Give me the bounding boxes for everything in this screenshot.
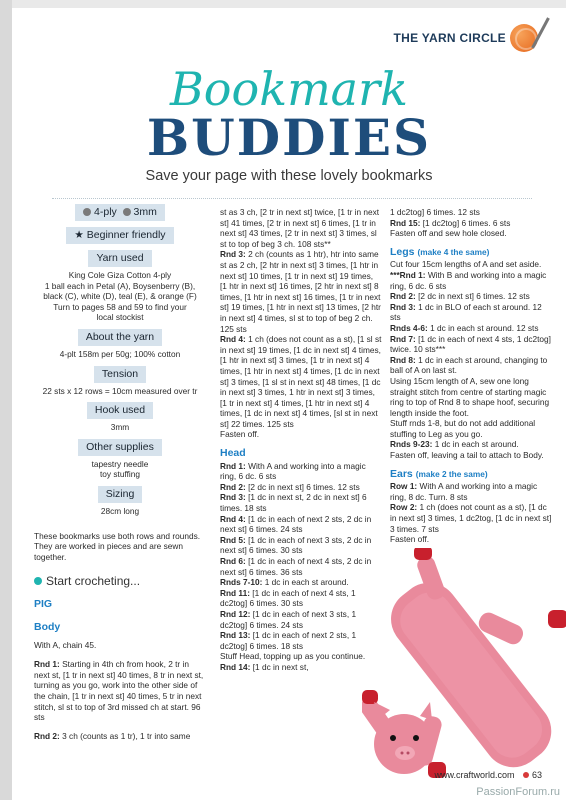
sizing-block: [34, 486, 206, 517]
other-supplies-heading: Other supplies: [78, 439, 162, 456]
instruction-line: st as 3 ch, [2 tr in next st] twice, [1 tr in next st] 41 times, [2 tr in next st] 6 times, [1 tr in next st] 43 times, [2 tr in next st] 3 times, sl st to top of beg 3 ch. 108 sts**: [220, 207, 380, 249]
ears-heading: Ears (make 2 the same): [390, 467, 488, 480]
other-supplies-text: tapestry needle toy stuffing: [91, 458, 149, 480]
instruction-line: Stuff rnds 1-8, but do not add additional stuffing to Leg as you go.: [390, 418, 536, 439]
yarn-ball-icon: [510, 24, 538, 52]
brand-name: THE YARN CIRCLE: [393, 31, 506, 45]
instruction-line: Rnd 1: Starting in 4th ch from hook, 2 tr in next st, [1 tr in next st] 40 times, 8 tr in next st, turning as you go, work into the other side of the chain, [1 tr in next st] 40 times, 5 tr in next stitch, sl st to top of 3rd missed ch at start. 96 sts: [34, 659, 204, 723]
about-yarn-heading: About the yarn: [78, 329, 162, 346]
instruction-line: Fasten off.: [390, 534, 430, 545]
instruction-line: Rnd 1: With A and working into a magic ring, 6 dc. 6 sts: [220, 460, 366, 482]
instruction-line: Rnd 4: 1 ch (does not count as a st), [1 sl st in next st] 19 times, [1 dc in next st] 4 times, [1 htr in next st] 3 times, [1 tr in next st] 4 times, [1 htr in next st] 4 times, [1 dc in next st] 3 times, [1 sl st in next st] 48 times, [1 dc in next st] 3 times, 1 htr in next st] 3 times, [1 tr in next st] 4 times, [1 htr in next st] 4 times, [1 dc in next st] 4 times, [sl st in next st] 22 times. 125 sts: [220, 334, 382, 429]
page-number: 63: [523, 770, 542, 780]
yarn-used-heading: Yarn used: [88, 250, 151, 267]
footer-url[interactable]: www.craftworld.com: [434, 770, 515, 780]
yarn-used-block: [34, 250, 206, 323]
instructions-column-3: [390, 207, 552, 545]
pig-head: [374, 714, 434, 774]
instruction-line: Rnds 9-23: 1 dc in each st around.: [390, 439, 519, 450]
hook-heading: Hook used: [87, 402, 153, 419]
instruction-line: Rnd 11: [1 dc in each of next 4 sts, 1 dc2tog] 6 times. 30 sts: [220, 587, 356, 609]
instruction-line: Row 1: With A and working into a magic ring, 8 dc. Turn. 8 sts: [390, 481, 538, 502]
instruction-line: Rnds 4-6: 1 dc in each st around. 12 sts: [390, 322, 539, 333]
start-crocheting-heading: Start crocheting...: [34, 576, 206, 587]
instruction-line: Rnd 12: [1 dc in each of next 3 sts, 1 dc2tog] 6 times. 24 sts: [220, 608, 357, 630]
instruction-line: Rnd 13: [1 dc in each of next 2 sts, 1 dc2tog] 6 times. 18 sts: [220, 630, 357, 651]
instruction-line: Rnd 8: 1 dc in each st around, changing to ball of A on last st.: [390, 354, 548, 376]
body-heading: Body: [34, 620, 61, 633]
title-caps: BUDDIES: [146, 108, 432, 167]
page-footer: [434, 770, 542, 780]
instruction-line: Rnd 14: [1 dc in next st,: [220, 661, 309, 672]
hook-block: [34, 402, 206, 433]
construction-note: These bookmarks use both rows and rounds. They are worked in pieces and are sewn together.: [34, 530, 201, 562]
instruction-line: Rnd 3: 2 ch (counts as 1 htr), htr into same st as 2 ch, [2 htr in next st] 3 times, [1 htr in next st] 10 times, [1 tr in next st] 19 times, [1 htr in next st] 16 times, [2 htr in next st] 8 times, [1 htr in next st] 16 times, [1 tr in next st] 19 times, [1 htr in next st] 13 times, [2 htr in next st] 4 times, sl st to top of beg 2 ch. 125 sts: [220, 249, 381, 334]
bullet-icon: [34, 577, 42, 585]
ply-hook-pill: [75, 204, 165, 221]
pig-hoof-2: [414, 548, 432, 560]
hook-size-text: 3mm: [133, 206, 157, 218]
instruction-line: Rnd 2: [2 dc in next st] 6 times. 12 sts: [220, 481, 360, 492]
instruction-line: Fasten off.: [220, 429, 260, 440]
instruction-line: ***Rnd 1: With B and working into a magic ring, 6 dc. 6 sts: [390, 269, 547, 291]
pig-hoof-4: [362, 690, 378, 704]
instruction-line: Fasten off and sew hole closed.: [390, 228, 507, 239]
tension-text: 22 sts x 12 rows = 10cm measured over tr: [42, 385, 198, 396]
instruction-line: Stuff Head, topping up as you continue.: [220, 651, 366, 662]
instructions-column-2: [220, 207, 382, 673]
tension-block: [34, 366, 206, 397]
pig-heading: PIG: [34, 597, 53, 610]
watermark: PassionForum.ru: [476, 786, 560, 798]
instruction-line: Rnd 2: [2 dc in next st] 6 times. 12 sts: [390, 291, 530, 302]
star-icon: ★: [74, 229, 84, 241]
instruction-line: Fasten off, leaving a tail to attach to Body.: [390, 450, 544, 461]
yarn-used-text: King Cole Giza Cotton 4-ply 1 ball each in Petal (A), Boysenberry (B), black (C), white (D), teal (E), & orange (F) Turn to pages 58 and 59 to find your local stockist: [43, 270, 197, 323]
instruction-line: Rnd 4: [1 dc in each of next 2 sts, 2 dc in next st] 6 times. 24 sts: [220, 513, 372, 535]
instruction-line: Rnd 15: [1 dc2tog] 6 times. 6 sts: [390, 217, 511, 228]
legs-heading: Legs (make 4 the same): [390, 245, 490, 258]
pig-eye-right: [413, 735, 419, 741]
other-supplies-block: [34, 439, 206, 480]
pig-snout: [395, 746, 415, 760]
instruction-line: Cut four 15cm lengths of A and set aside.: [390, 259, 542, 270]
title-script: Bookmark: [170, 62, 408, 116]
pig-ear-right: [420, 702, 432, 720]
ply-text: 4-ply: [94, 206, 117, 218]
top-bar: [12, 0, 566, 8]
sizing-text: 28cm long: [100, 505, 140, 516]
about-yarn-text: 4-plt 158m per 50g; 100% cotton: [59, 348, 181, 359]
instruction-line: Rnd 7: [1 dc in each of next 4 sts, 1 dc2tog] twice. 10 sts***: [390, 333, 551, 355]
sizing-heading: Sizing: [98, 486, 143, 503]
instruction-line: Rnd 6: [1 dc in each of next 4 sts, 2 dc in next st] 6 times. 36 sts: [220, 556, 372, 577]
subtitle: Save your page with these lovely bookmarks: [145, 168, 433, 184]
instruction-line: With A, chain 45.: [34, 640, 97, 651]
head-heading: Head: [220, 447, 246, 460]
instruction-line: Row 2: 1 ch (does not count as a st), [1 dc in next st] 3 times, 1 dc2tog, [1 dc in next st] 3 times. 7 sts: [390, 502, 552, 534]
level-pill: ★ Beginner friendly: [66, 227, 173, 244]
pig-hoof-1: [548, 610, 566, 628]
instruction-line: Using 15cm length of A, sew one long straight stitch from centre of starting magic ring to top of Rnd 8 to shape hoof, securing length inside the foot.: [390, 375, 550, 418]
body-instructions: [34, 640, 206, 741]
instruction-line: Rnd 3: 1 dc in BLO of each st around. 12 sts: [390, 301, 542, 323]
hook-icon: [123, 208, 131, 216]
dotted-divider: [52, 198, 532, 200]
pattern-info-sidebar: [34, 204, 206, 750]
instruction-line: 1 dc2tog] 6 times. 12 sts: [390, 207, 480, 217]
pig-bookmark-photo: [362, 548, 566, 788]
yarn-weight-icon: [83, 208, 91, 216]
brand-header: [393, 24, 538, 52]
pig-eye-left: [390, 735, 396, 741]
tension-heading: Tension: [94, 366, 146, 383]
about-yarn-block: [34, 329, 206, 360]
instruction-line: Rnd 5: [1 dc in each of next 3 sts, 2 dc in next st] 6 times. 30 sts: [220, 534, 372, 556]
instruction-line: Rnd 3: [1 dc in next st, 2 dc in next st] 6 times. 18 sts: [220, 492, 367, 514]
instruction-line: Rnd 2: 3 ch (counts as 1 tr), 1 tr into same: [34, 731, 191, 742]
instruction-line: Rnds 7-10: 1 dc in each st around.: [220, 577, 349, 588]
hook-text: 3mm: [110, 422, 130, 433]
